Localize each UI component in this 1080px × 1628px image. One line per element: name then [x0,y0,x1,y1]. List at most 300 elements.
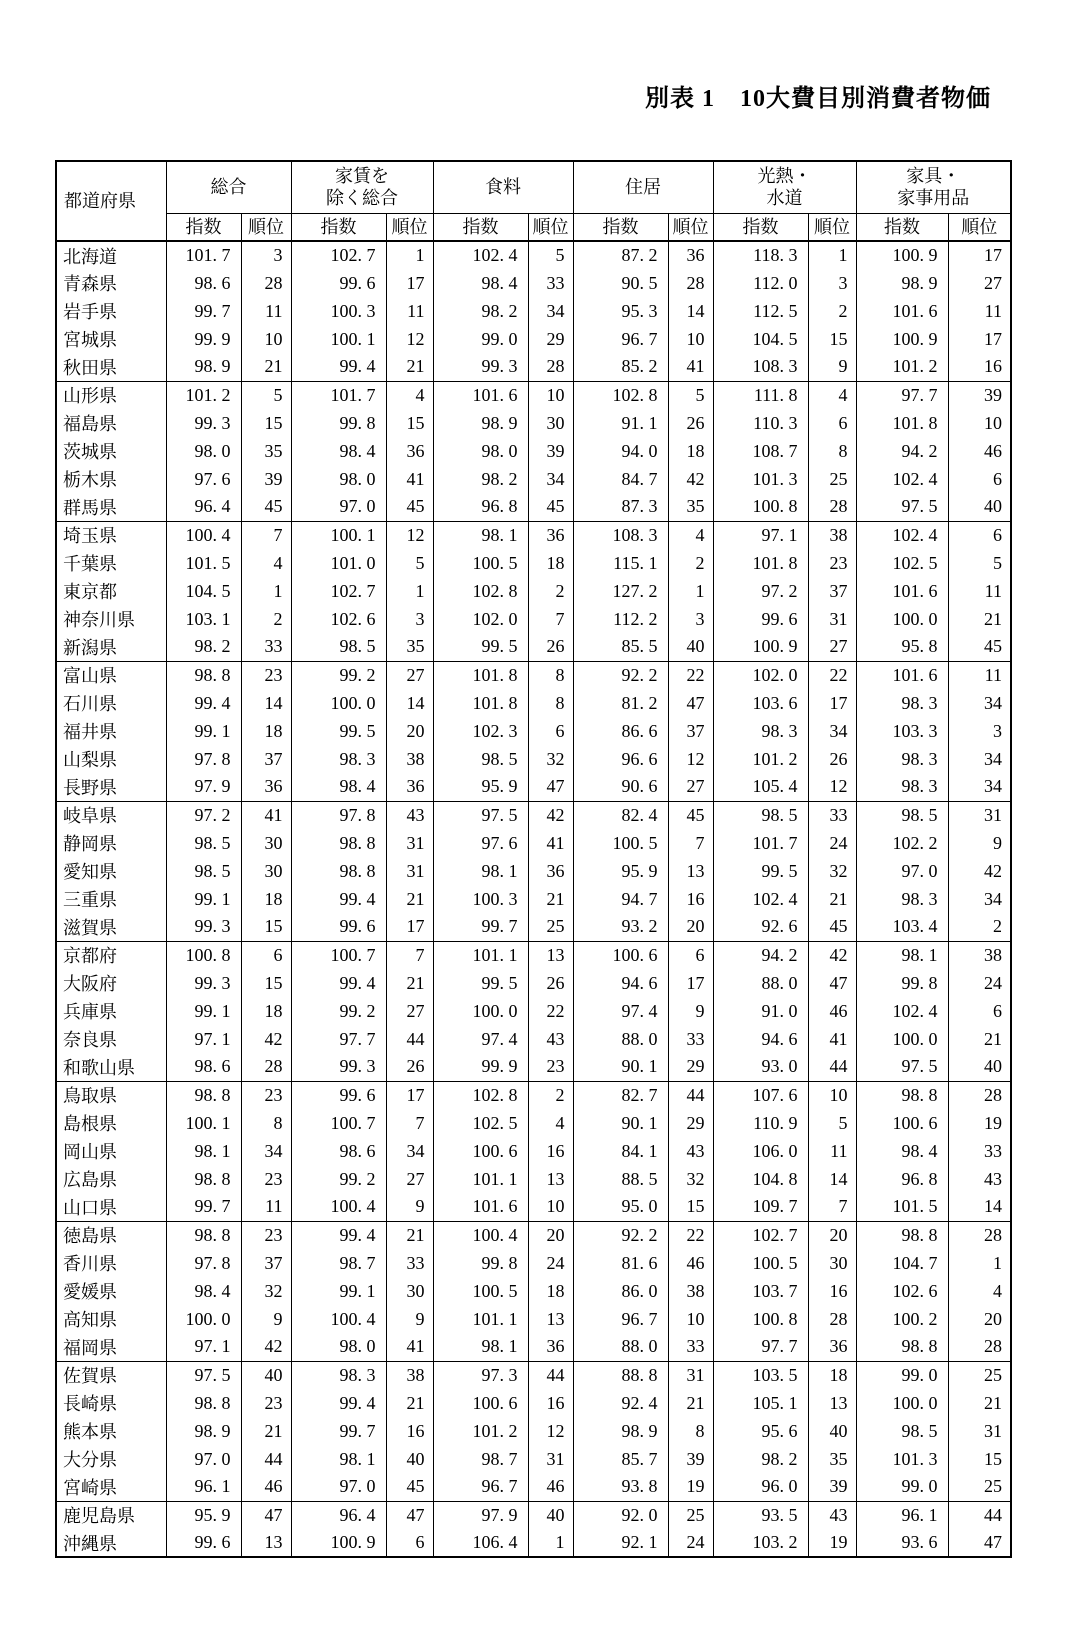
index-value: 97. 0 [856,857,948,885]
index-value: 98. 7 [433,1445,528,1473]
index-value: 97. 0 [291,493,386,521]
index-value: 98. 8 [856,1333,948,1361]
index-value: 102. 4 [433,241,528,269]
prefecture-name: 大分県 [56,1445,166,1473]
index-value: 99. 5 [433,633,528,661]
index-value: 93. 2 [573,913,668,941]
table-row [56,1361,1011,1389]
table-row [56,1081,1011,1109]
rank-value: 42 [241,1333,291,1361]
table-row [56,1501,1011,1529]
rank-value: 41 [668,353,713,381]
index-value: 98. 1 [433,521,528,549]
index-value: 98. 8 [291,857,386,885]
rank-value: 13 [241,1529,291,1557]
rank-value: 3 [948,717,1011,745]
index-value: 100. 9 [291,1529,386,1557]
index-value: 96. 7 [433,1473,528,1501]
index-value: 98. 5 [166,857,241,885]
rank-value: 15 [241,409,291,437]
index-value: 94. 0 [573,437,668,465]
rank-value: 21 [386,969,433,997]
rank-value: 31 [528,1445,573,1473]
index-value: 97. 5 [856,493,948,521]
index-value: 97. 9 [166,773,241,801]
index-value: 94. 2 [713,941,808,969]
index-value: 102. 8 [573,381,668,409]
index-value: 99. 3 [166,409,241,437]
rank-value: 46 [528,1473,573,1501]
table-container [55,160,1012,1558]
index-value: 102. 7 [291,577,386,605]
index-value: 101. 1 [433,1165,528,1193]
prefecture-name: 三重県 [56,885,166,913]
rank-value: 21 [948,1389,1011,1417]
index-value: 98. 8 [166,1221,241,1249]
index-value: 88. 0 [713,969,808,997]
index-value: 96. 4 [291,1501,386,1529]
prefecture-name: 山形県 [56,381,166,409]
index-value: 92. 0 [573,1501,668,1529]
index-value: 103. 6 [713,689,808,717]
prefecture-name: 秋田県 [56,353,166,381]
index-value: 99. 9 [166,325,241,353]
prefecture-name: 福井県 [56,717,166,745]
rank-value: 18 [528,1277,573,1305]
rank-value: 12 [528,1417,573,1445]
index-value: 99. 7 [166,1193,241,1221]
index-value: 100. 5 [713,1249,808,1277]
index-value: 99. 5 [291,717,386,745]
index-value: 102. 2 [856,829,948,857]
index-value: 102. 8 [433,577,528,605]
rank-value: 5 [241,381,291,409]
rank-value: 11 [808,1137,856,1165]
index-value: 98. 5 [856,1417,948,1445]
rank-value: 33 [948,1137,1011,1165]
index-value: 101. 3 [713,465,808,493]
rank-value: 47 [528,773,573,801]
table-row [56,689,1011,717]
rank-value: 39 [241,465,291,493]
index-value: 102. 5 [856,549,948,577]
rank-value: 7 [386,941,433,969]
table-row [56,1137,1011,1165]
index-value: 98. 3 [856,773,948,801]
index-value: 101. 1 [433,941,528,969]
price-index-table [55,160,1012,1558]
index-value: 104. 5 [166,577,241,605]
index-value: 97. 4 [433,1025,528,1053]
rank-value: 34 [808,717,856,745]
index-value: 101. 6 [433,381,528,409]
index-value: 98. 5 [433,745,528,773]
rank-value: 41 [386,465,433,493]
rank-value: 15 [948,1445,1011,1473]
prefecture-name: 鳥取県 [56,1081,166,1109]
rank-value: 46 [241,1473,291,1501]
rank-value: 11 [948,661,1011,689]
rank-value: 8 [241,1109,291,1137]
rank-value: 41 [386,1333,433,1361]
index-value: 97. 7 [856,381,948,409]
index-value: 110. 3 [713,409,808,437]
rank-value: 45 [668,801,713,829]
header-category: 光熱・ 水道 [713,161,856,213]
rank-value: 45 [241,493,291,521]
rank-value: 1 [948,1249,1011,1277]
rank-value: 30 [241,857,291,885]
index-value: 95. 6 [713,1417,808,1445]
rank-value: 6 [948,521,1011,549]
prefecture-name: 愛媛県 [56,1277,166,1305]
rank-value: 26 [528,969,573,997]
prefecture-name: 鹿児島県 [56,1501,166,1529]
table-row [56,605,1011,633]
rank-value: 23 [808,549,856,577]
table-row [56,969,1011,997]
rank-value: 37 [241,745,291,773]
index-value: 93. 0 [713,1053,808,1081]
index-value: 110. 9 [713,1109,808,1137]
rank-value: 26 [386,1053,433,1081]
index-value: 100. 9 [856,325,948,353]
index-value: 97. 5 [856,1053,948,1081]
index-value: 100. 6 [433,1137,528,1165]
rank-value: 20 [528,1221,573,1249]
index-value: 99. 6 [291,1081,386,1109]
index-value: 101. 8 [433,661,528,689]
rank-value: 33 [528,269,573,297]
table-row [56,1417,1011,1445]
rank-value: 21 [386,1389,433,1417]
rank-value: 43 [528,1025,573,1053]
prefecture-name: 福岡県 [56,1333,166,1361]
index-value: 102. 4 [856,465,948,493]
rank-value: 13 [528,941,573,969]
rank-value: 16 [386,1417,433,1445]
rank-value: 28 [528,353,573,381]
rank-value: 6 [668,941,713,969]
rank-value: 5 [386,549,433,577]
rank-value: 13 [528,1165,573,1193]
index-value: 99. 9 [433,1053,528,1081]
index-value: 98. 8 [166,661,241,689]
rank-value: 30 [386,1277,433,1305]
index-value: 100. 1 [291,521,386,549]
index-value: 97. 7 [291,1025,386,1053]
index-value: 99. 2 [291,1165,386,1193]
rank-value: 15 [241,969,291,997]
index-value: 97. 4 [573,997,668,1025]
index-value: 99. 3 [291,1053,386,1081]
rank-value: 17 [386,1081,433,1109]
rank-value: 30 [528,409,573,437]
rank-value: 45 [386,1473,433,1501]
table-row [56,269,1011,297]
index-value: 98. 6 [291,1137,386,1165]
rank-value: 44 [386,1025,433,1053]
index-value: 111. 8 [713,381,808,409]
rank-value: 45 [386,493,433,521]
index-value: 98. 3 [856,745,948,773]
index-value: 99. 7 [433,913,528,941]
index-value: 99. 1 [166,717,241,745]
rank-value: 11 [386,297,433,325]
prefecture-name: 広島県 [56,1165,166,1193]
prefecture-name: 愛知県 [56,857,166,885]
rank-value: 18 [528,549,573,577]
table-row [56,1277,1011,1305]
rank-value: 21 [528,885,573,913]
header-index: 指数 [573,213,668,241]
rank-value: 28 [948,1081,1011,1109]
index-value: 99. 0 [856,1361,948,1389]
index-value: 101. 2 [433,1417,528,1445]
rank-value: 5 [668,381,713,409]
rank-value: 15 [808,325,856,353]
rank-value: 18 [241,997,291,1025]
table-row [56,885,1011,913]
prefecture-name: 宮崎県 [56,1473,166,1501]
table-row [56,717,1011,745]
index-value: 99. 1 [166,997,241,1025]
index-value: 87. 3 [573,493,668,521]
rank-value: 43 [386,801,433,829]
index-value: 97. 8 [291,801,386,829]
index-value: 98. 0 [291,1333,386,1361]
header-rank: 順位 [808,213,856,241]
rank-value: 6 [948,997,1011,1025]
index-value: 100. 3 [291,297,386,325]
index-value: 99. 6 [291,269,386,297]
index-value: 92. 4 [573,1389,668,1417]
index-value: 99. 5 [433,969,528,997]
rank-value: 12 [668,745,713,773]
rank-value: 26 [528,633,573,661]
index-value: 97. 5 [166,1361,241,1389]
index-value: 101. 8 [856,409,948,437]
index-value: 96. 7 [573,325,668,353]
index-value: 94. 7 [573,885,668,913]
rank-value: 29 [668,1109,713,1137]
index-value: 101. 6 [856,577,948,605]
index-value: 100. 0 [166,1305,241,1333]
index-value: 100. 0 [856,605,948,633]
rank-value: 34 [948,773,1011,801]
rank-value: 1 [668,577,713,605]
table-row [56,493,1011,521]
index-value: 98. 4 [291,437,386,465]
rank-value: 19 [808,1529,856,1557]
rank-value: 34 [948,745,1011,773]
rank-value: 11 [241,1193,291,1221]
header-category: 家賃を 除く総合 [291,161,433,213]
rank-value: 47 [386,1501,433,1529]
rank-value: 18 [241,885,291,913]
index-value: 97. 3 [433,1361,528,1389]
prefecture-name: 石川県 [56,689,166,717]
index-value: 95. 9 [573,857,668,885]
rank-value: 9 [386,1305,433,1333]
rank-value: 25 [528,913,573,941]
rank-value: 16 [948,353,1011,381]
index-value: 100. 9 [713,633,808,661]
index-value: 88. 8 [573,1361,668,1389]
index-value: 99. 7 [166,297,241,325]
rank-value: 32 [668,1165,713,1193]
rank-value: 21 [241,1417,291,1445]
rank-value: 9 [241,1305,291,1333]
index-value: 102. 5 [433,1109,528,1137]
rank-value: 6 [528,717,573,745]
rank-value: 12 [386,325,433,353]
rank-value: 27 [948,269,1011,297]
index-value: 99. 4 [291,1389,386,1417]
index-value: 101. 5 [166,549,241,577]
index-value: 100. 6 [856,1109,948,1137]
table-row [56,521,1011,549]
index-value: 88. 0 [573,1333,668,1361]
prefecture-name: 佐賀県 [56,1361,166,1389]
table-row [56,1305,1011,1333]
prefecture-name: 千葉県 [56,549,166,577]
index-value: 96. 0 [713,1473,808,1501]
rank-value: 33 [668,1025,713,1053]
rank-value: 45 [948,633,1011,661]
rank-value: 47 [241,1501,291,1529]
index-value: 100. 7 [291,941,386,969]
header-index: 指数 [433,213,528,241]
index-value: 101. 3 [856,1445,948,1473]
index-value: 85. 5 [573,633,668,661]
index-value: 98. 2 [433,297,528,325]
rank-value: 40 [386,1445,433,1473]
rank-value: 37 [808,577,856,605]
index-value: 99. 8 [291,409,386,437]
index-value: 95. 8 [856,633,948,661]
rank-value: 11 [948,577,1011,605]
prefecture-name: 岩手県 [56,297,166,325]
table-row [56,941,1011,969]
prefecture-name: 長崎県 [56,1389,166,1417]
table-row [56,1249,1011,1277]
index-value: 98. 7 [291,1249,386,1277]
rank-value: 14 [808,1165,856,1193]
index-value: 81. 2 [573,689,668,717]
rank-value: 31 [386,829,433,857]
rank-value: 31 [386,857,433,885]
rank-value: 36 [808,1333,856,1361]
rank-value: 34 [948,885,1011,913]
rank-value: 29 [668,1053,713,1081]
index-value: 94. 2 [856,437,948,465]
prefecture-name: 宮城県 [56,325,166,353]
rank-value: 14 [241,689,291,717]
index-value: 97. 2 [166,801,241,829]
rank-value: 17 [948,241,1011,269]
rank-value: 44 [668,1081,713,1109]
index-value: 92. 1 [573,1529,668,1557]
index-value: 101. 2 [713,745,808,773]
rank-value: 4 [528,1109,573,1137]
rank-value: 46 [808,997,856,1025]
index-value: 97. 8 [166,1249,241,1277]
table-row [56,1109,1011,1137]
rank-value: 22 [668,1221,713,1249]
rank-value: 38 [668,1277,713,1305]
prefecture-name: 栃木県 [56,465,166,493]
index-value: 96. 4 [166,493,241,521]
index-value: 98. 8 [291,829,386,857]
index-value: 98. 9 [433,409,528,437]
rank-value: 41 [241,801,291,829]
prefecture-name: 沖縄県 [56,1529,166,1557]
table-row [56,241,1011,269]
index-value: 102. 4 [713,885,808,913]
rank-value: 33 [241,633,291,661]
index-value: 100. 7 [291,1109,386,1137]
rank-value: 2 [528,577,573,605]
rank-value: 44 [808,1053,856,1081]
header-category: 食料 [433,161,573,213]
index-value: 94. 6 [573,969,668,997]
rank-value: 30 [241,829,291,857]
index-value: 99. 6 [713,605,808,633]
rank-value: 5 [948,549,1011,577]
table-row [56,1025,1011,1053]
index-value: 99. 2 [291,661,386,689]
index-value: 81. 6 [573,1249,668,1277]
index-value: 100. 5 [573,829,668,857]
index-value: 98. 2 [166,633,241,661]
rank-value: 9 [668,997,713,1025]
rank-value: 22 [668,661,713,689]
rank-value: 11 [241,297,291,325]
rank-value: 15 [386,409,433,437]
prefecture-name: 長野県 [56,773,166,801]
index-value: 98. 8 [166,1389,241,1417]
index-value: 100. 0 [291,689,386,717]
rank-value: 19 [668,1473,713,1501]
rank-value: 21 [808,885,856,913]
rank-value: 4 [386,381,433,409]
rank-value: 34 [386,1137,433,1165]
index-value: 90. 5 [573,269,668,297]
rank-value: 21 [386,353,433,381]
rank-value: 23 [241,1165,291,1193]
rank-value: 45 [808,913,856,941]
rank-value: 27 [386,997,433,1025]
index-value: 93. 8 [573,1473,668,1501]
rank-value: 40 [948,1053,1011,1081]
header-subrow [56,213,1011,241]
rank-value: 26 [668,409,713,437]
index-value: 97. 8 [166,745,241,773]
prefecture-name: 兵庫県 [56,997,166,1025]
index-value: 99. 3 [166,913,241,941]
index-value: 95. 0 [573,1193,668,1221]
rank-value: 25 [808,465,856,493]
prefecture-name: 茨城県 [56,437,166,465]
rank-value: 36 [386,437,433,465]
index-value: 99. 4 [291,353,386,381]
rank-value: 17 [948,325,1011,353]
index-value: 98. 6 [166,1053,241,1081]
table-row [56,801,1011,829]
rank-value: 12 [808,773,856,801]
index-value: 98. 9 [856,269,948,297]
